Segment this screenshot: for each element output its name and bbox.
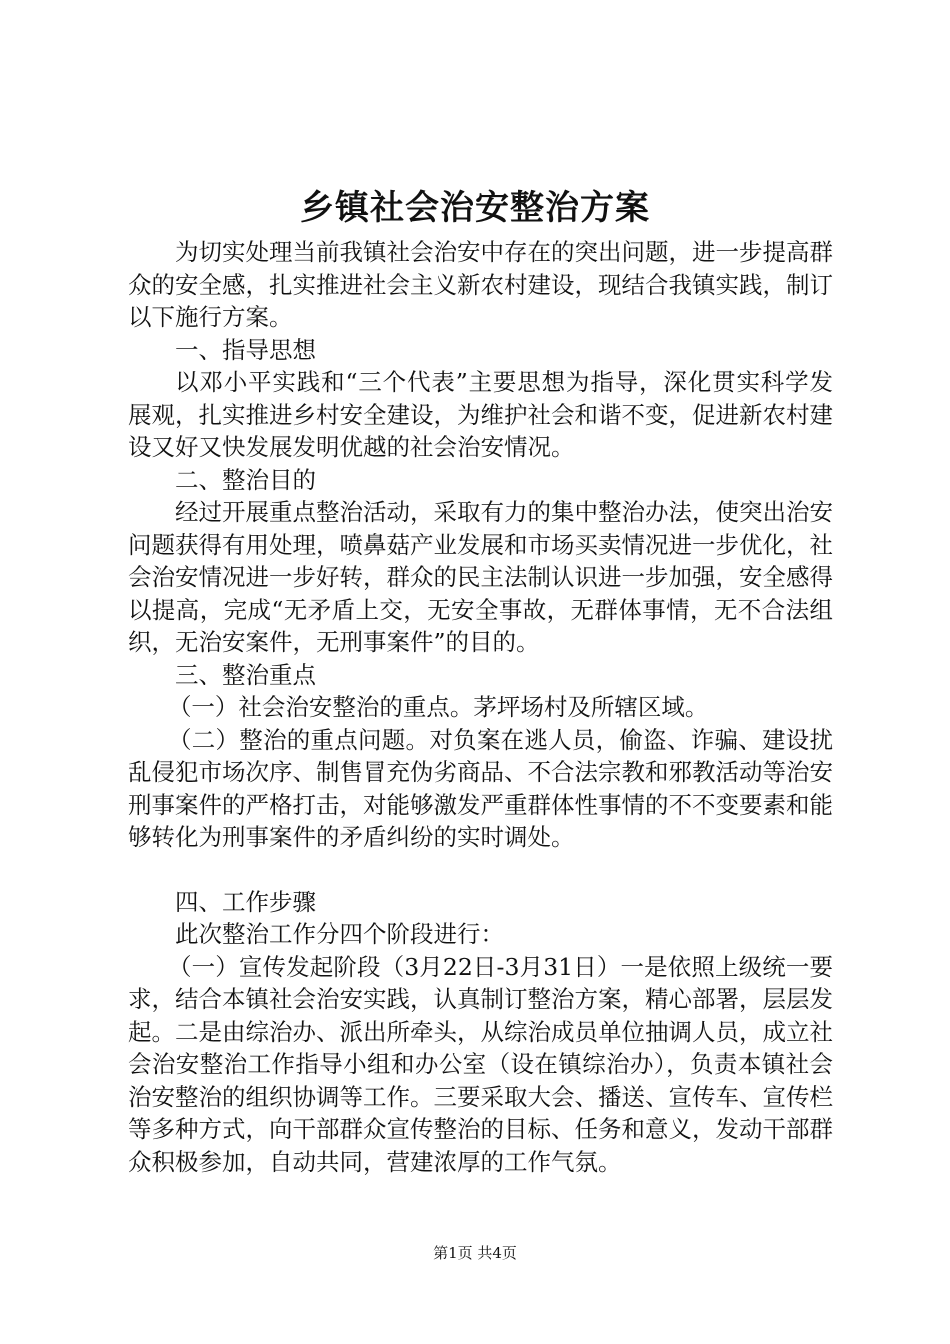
work-steps-phase-1: （一）宣传发起阶段（3月22日-3月31日）一是依照上级统一要求，结合本镇社会治安实践，认真制订整治方案，精心部署，层层发起。二是由综治办、派出所牵头，从综治成员单位抽调人员，成立社会治安整治工作指导小组和办公室（设在镇综治办），负责本镇社会治安整治的组织协调等工作。三要采取大会、播送、宣传车、宣传栏等多种方式，向干部群众宣传整治的目标、任务和意义，发动干部群众积极参加，自动共同，营建浓厚的工作气氛。 <box>128 952 833 1176</box>
page-footer: 第1页 共4页 <box>433 1244 517 1262</box>
work-steps-intro: 此次整治工作分四个阶段进行： <box>175 920 504 948</box>
section-heading-work-steps: 四、工作步骤 <box>175 887 316 916</box>
section-heading-key-points: 三、整治重点 <box>175 660 316 689</box>
document-title: 乡镇社会治安整治方案 <box>300 188 650 228</box>
guiding-ideology-paragraph: 以邓小平实践和“三个代表”主要思想为指导，深化贯实科学发展观，扎实推进乡村安全建设，为维护社会和谐不变，促进新农村建设又好又快发展发明优越的社会治安情况。 <box>128 368 833 461</box>
section-heading-guiding-ideology: 一、指导思想 <box>175 335 316 364</box>
intro-paragraph: 为切实处理当前我镇社会治安中存在的突出问题，进一步提高群众的安全感，扎实推进社会主义新农村建设，现结合我镇实践，制订以下施行方案。 <box>128 238 833 331</box>
paragraph-gap <box>128 854 833 886</box>
key-points-item-2: （二）整治的重点问题。对负案在逃人员，偷盗、诈骗、建设扰乱侵犯市场次序、制售冒充伪劣商品、不合法宗教和邪教活动等治安刑事案件的严格打击，对能够激发严重群体性事情的不不变要素和能够转化为刑事案件的矛盾纠纷的实时调处。 <box>128 725 833 851</box>
key-points-item-1: （一）社会治安整治的重点。茅坪场村及所辖区域。 <box>167 693 709 721</box>
section-heading-goals: 二、整治目的 <box>175 465 316 494</box>
goals-paragraph: 经过开展重点整治活动，采取有力的集中整治办法，使突出治安问题获得有用处理，喷鼻菇产业发展和市场买卖情况进一步优化，社会治安情况进一步好转，群众的民主法制认识进一步加强，安全感得以提高，完成“无矛盾上交，无安全事故，无群体事情，无不合法组织，无治安案件，无刑事案件”的目的。 <box>128 498 833 656</box>
document-body <box>128 236 833 1178</box>
